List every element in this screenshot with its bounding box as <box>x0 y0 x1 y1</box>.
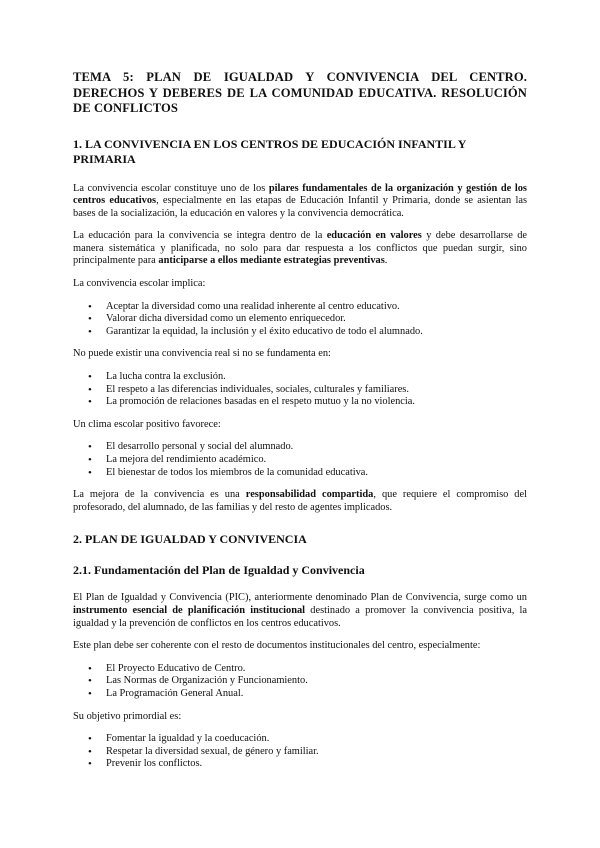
text-run: , que requiere el compromiso del profesorado, del alumnado, de las familias y del resto de agentes implicados. <box>73 489 528 513</box>
objetivo-list <box>73 733 527 771</box>
section-2-1-heading: 2.1. Fundamentación del Plan de Igualdad y Convivencia <box>73 563 365 578</box>
section-2-paragraph-1 <box>73 592 527 630</box>
bold-run: instrumento esencial de planificación institucional <box>73 604 306 616</box>
list-item: • El Proyecto Educativo de Centro. <box>73 663 527 676</box>
text-run: y debe desarrollarse de manera sistemática y planificada, no solo para dar respuesta a los conflictos que puedan surgir, sino principalmente para <box>73 230 527 267</box>
clima-intro: Un clima escolar positivo favorece: <box>73 418 221 430</box>
list-item: • Aceptar la diversidad como una realidad inherente al centro educativo. <box>73 301 527 314</box>
bold-run: anticiparse a ellos mediante estrategias preventivas <box>158 255 385 267</box>
clima-list <box>73 441 527 479</box>
text-run: destinado a promover la convivencia positiva, la igualdad y la prevención de conflictos en los centros educativos. <box>73 604 527 629</box>
list-item: • El bienestar de todos los miembros de la comunidad educativa. <box>73 467 527 480</box>
fundamenta-list <box>73 371 527 409</box>
list-item: • La promoción de relaciones basadas en el respeto mutuo y la no violencia. <box>73 396 527 409</box>
section-2-heading: 2. PLAN DE IGUALDAD Y CONVIVENCIA <box>73 532 307 547</box>
list-item: • Prevenir los conflictos. <box>73 758 527 771</box>
document-title: TEMA 5: PLAN DE IGUALDAD Y CONVIVENCIA DEL CENTRO. DERECHOS Y DEBERES DE LA COMUNIDAD EDUCATIVA. RESOLUCIÓN DE CONFLICTOS <box>73 70 527 115</box>
bold-run: responsabilidad compartida <box>245 489 374 501</box>
implica-intro: La convivencia escolar implica: <box>73 278 206 290</box>
text-run: . <box>384 255 388 267</box>
list-item: • La Programación General Anual. <box>73 688 527 701</box>
list-item: • Las Normas de Organización y Funcionamiento. <box>73 675 527 688</box>
list-item: • El respeto a las diferencias individuales, sociales, culturales y familiares. <box>73 384 527 397</box>
list-item: • El desarrollo personal y social del alumnado. <box>73 441 527 454</box>
list-item: • Fomentar la igualdad y la coeducación. <box>73 733 527 746</box>
text-run: La mejora de la convivencia es una <box>73 489 246 501</box>
list-item: • Valorar dicha diversidad como un elemento enriquecedor. <box>73 313 527 326</box>
objetivo-intro: Su objetivo primordial es: <box>73 710 182 722</box>
list-item: • La mejora del rendimiento académico. <box>73 454 527 467</box>
text-run: El Plan de Igualdad y Convivencia (PIC), anteriormente denominado Plan de Convivencia, surge como un <box>73 592 527 604</box>
coherente-intro: Este plan debe ser coherente con el resto de documentos institucionales del centro, especialmente: <box>73 640 481 652</box>
text-run: La educación para la convivencia se integra dentro de la <box>73 230 327 242</box>
fundamenta-intro: No puede existir una convivencia real si no se fundamenta en: <box>73 348 331 360</box>
text-run: , especialmente en las etapas de Educación Infantil y Primaria, donde se asientan las bases de la socialización, la educación en valores y la convivencia democrática. <box>73 195 527 219</box>
section-1-paragraph-1 <box>73 183 527 221</box>
section-1-heading: 1. LA CONVIVENCIA EN LOS CENTROS DE EDUCACIÓN INFANTIL Y PRIMARIA <box>73 136 466 166</box>
text-run: La convivencia escolar constituye uno de los <box>73 182 269 194</box>
section-1-paragraph-2 <box>73 230 527 268</box>
list-item: • Garantizar la equidad, la inclusión y el éxito educativo de todo el alumnado. <box>73 326 527 339</box>
bold-run: educación en valores <box>326 230 422 242</box>
list-item: • La lucha contra la exclusión. <box>73 371 527 384</box>
list-item: • Respetar la diversidad sexual, de género y familiar. <box>73 746 527 759</box>
section-1-paragraph-3 <box>73 489 527 514</box>
coherente-list <box>73 663 527 701</box>
document-page <box>73 70 527 781</box>
bold-run: pilares fundamentales de la organización y gestión de los centros educativos <box>73 182 527 207</box>
implica-list <box>73 301 527 339</box>
